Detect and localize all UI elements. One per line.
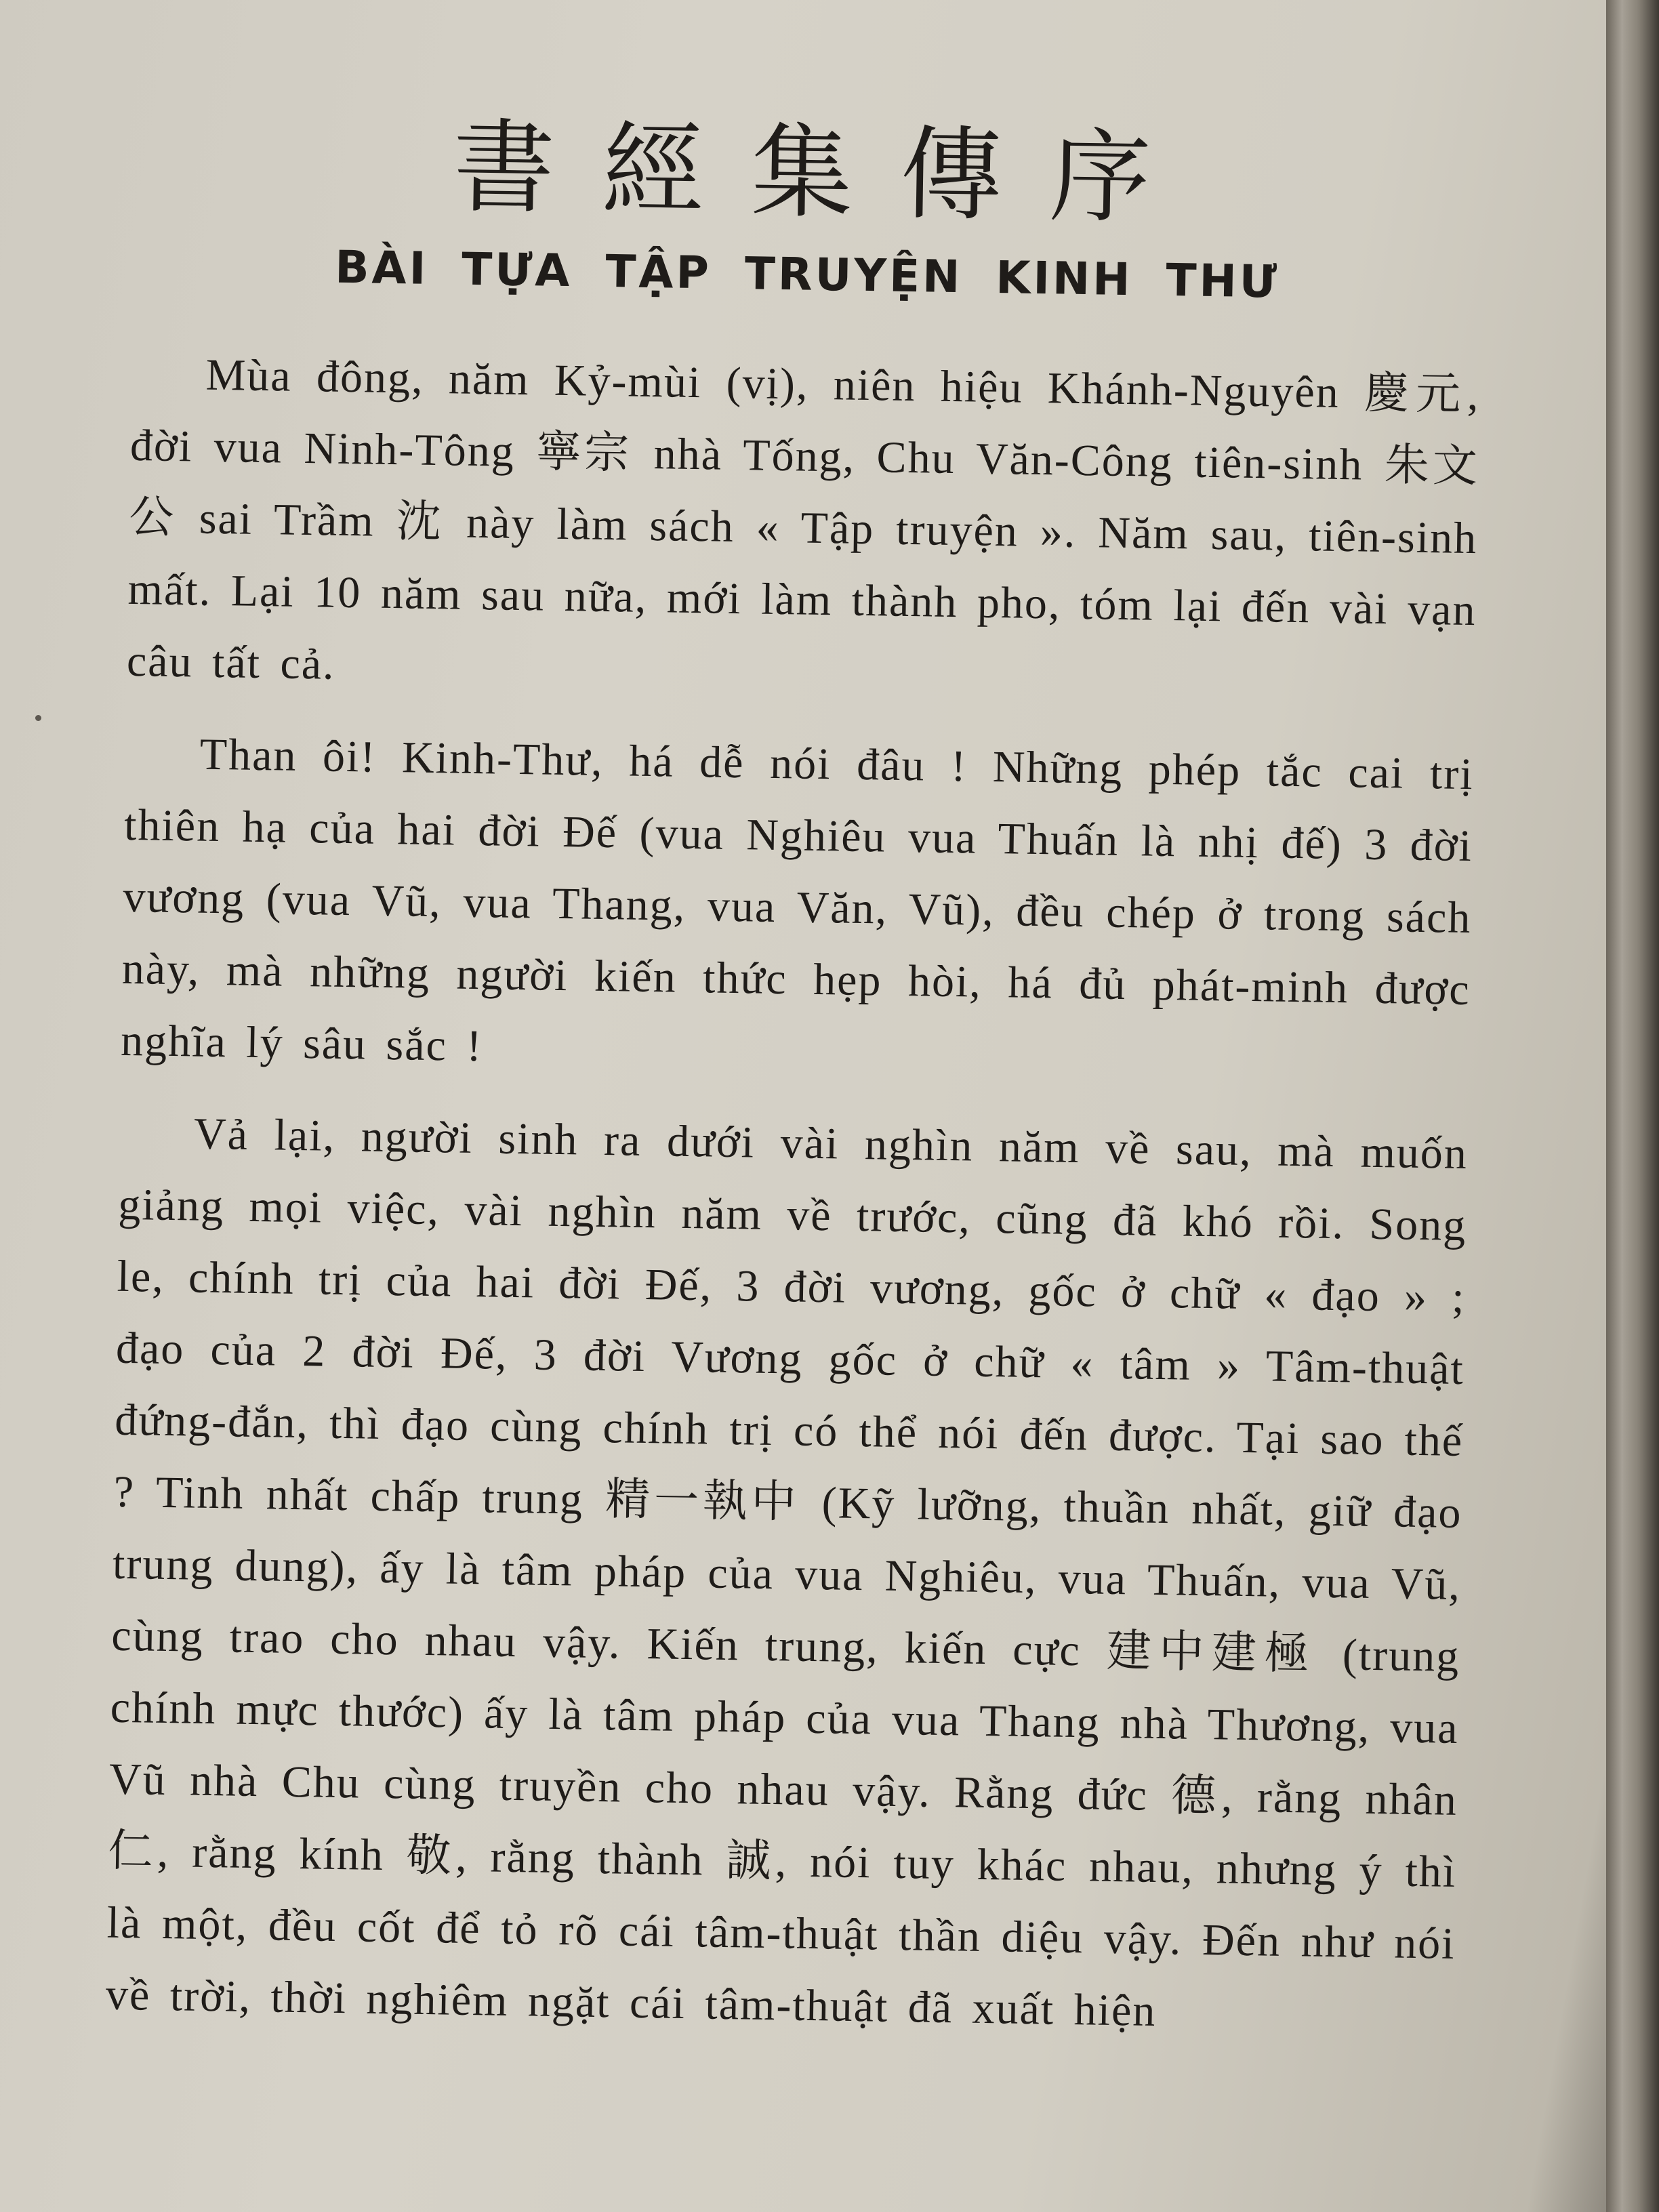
body-text — [105, 1097, 1468, 2052]
vietnamese-title: BÀI TỰA TẬP TRUYỆN KINH THƯ — [334, 241, 1280, 308]
book-page-edge — [1606, 0, 1659, 2212]
chinese-title: 書經集傳序 — [452, 108, 1200, 239]
body-text — [126, 338, 1480, 718]
paragraph-1: Mùa đông, năm Kỷ-mùi (vị), niên hiệu Khánh-Nguyên 慶元, đời vua Ninh-Tông 寧宗 nhà Tống, Chu Văn-Công tiên-sinh 朱文公 sai Trầm 沈 này làm sách « Tập truyện ». Năm sau, tiên-sinh mất. Lại 10 năm sau nữa, mới làm thành pho, tóm lại đến vài vạn câu tất cả. — [126, 350, 1481, 689]
body-text — [120, 718, 1474, 1098]
paper-speck — [35, 715, 41, 721]
paragraph-3: Vả lại, người sinh ra dưới vài nghìn năm về sau, mà muốn giảng mọi việc, vài nghìn năm về trước, cũng đã khó rồi. Song le, chính trị của hai đời Đế, 3 đời vương, gốc ở chữ « đạo » ; đạo của 2 đời Đế, 3 đời Vương gốc ở chữ « tâm » Tâm-thuật đứng-đắn, thì đạo cùng chính trị có thể nói đến được. Tại sao thế ? Tinh nhất chấp trung 精一執中 (Kỹ lưỡng, thuần nhất, giữ đạo trung dung), ấy là tâm pháp của vua Nghiêu, vua Thuấn, vua Vũ, cùng trao cho nhau vậy. Kiến trung, kiến cực 建中建極 (trung chính mực thước) ấy là tâm pháp của vua Thang nhà Thương, vua Vũ nhà Chu cùng truyền cho nhau vậy. Rằng đức 德, rằng nhân 仁, rằng kính 敬, rằng thành 誠, nói tuy khác nhau, nhưng ý thì là một, đều cốt để tỏ rõ cái tâm-thuật thần diệu vậy. Đến như nói về trời, thời nghiêm ngặt cái tâm-thuật đã xuất hiện — [105, 1109, 1469, 2036]
page-content — [105, 102, 1484, 2072]
paragraph-2: Than ôi! Kinh-Thư, há dễ nói đâu ! Những phép tắc cai trị thiên hạ của hai đời Đế (vua Nghiêu vua Thuấn là nhị đế) 3 đời vương (vua Vũ, vua Thang, vua Văn, Vũ), đều chép ở trong sách này, mà những người kiến thức hẹp hòi, há đủ phát-minh được nghĩa lý sâu sắc ! — [120, 729, 1475, 1071]
